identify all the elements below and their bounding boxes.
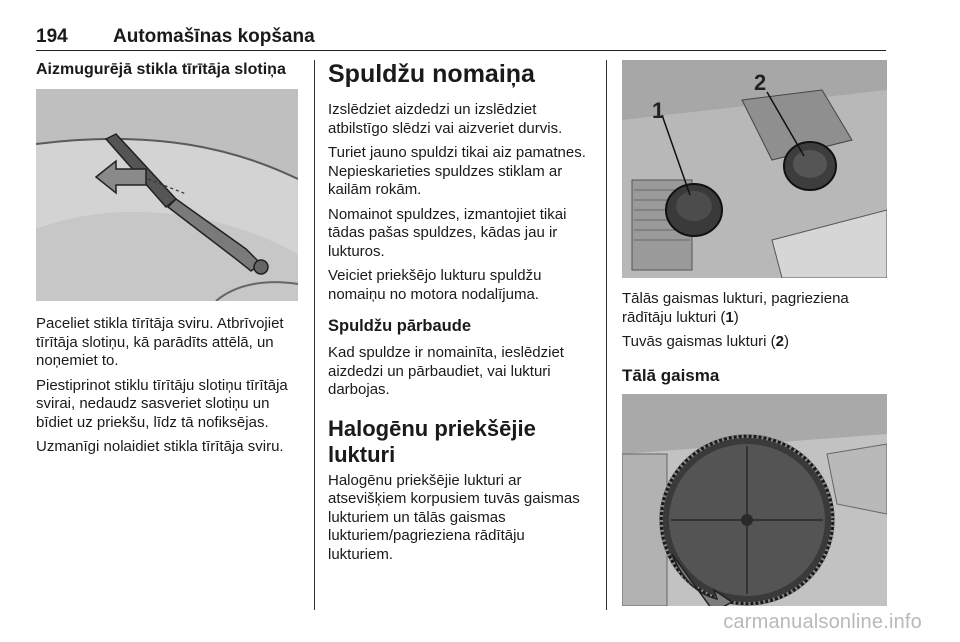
- section-heading-bulb-replacement: Spuldžu nomaiņa: [328, 60, 535, 88]
- paragraph: Izslēdziet aizdedzi un izslēdziet atbilstīgo slēdzi vai aizveriet durvis.: [328, 101, 563, 137]
- paragraph: Kad spuldze ir nomainīta, ieslēdziet aizdedzi un pārbaudiet, vai lukturi darbojas.: [328, 344, 564, 398]
- caption-text: Tālās gaismas lukturi, pagrieziena rādītāju lukturi (: [622, 290, 849, 326]
- page-number: 194: [36, 26, 68, 47]
- paragraph: Halogēnu priekšējie lukturi ar atsevišķiem korpusiem tuvās gaismas lukturiem un tālās gaismas lukturiem/pagrieziena rādītāju lukturiem.: [328, 471, 580, 563]
- chapter-title: Automašīnas kopšana: [113, 26, 315, 47]
- page-header: [36, 26, 886, 51]
- section-heading-rear-wiper: Aizmugurējā stikla tīrītāja slotiņa: [36, 61, 286, 78]
- rear-wiper-blade-figure: [36, 89, 298, 301]
- paragraph: Nomainot spuldzes, izmantojiet tikai tādas pašas spuldzes, kādas jau ir lukturos.: [328, 205, 567, 260]
- caption-text: ): [784, 333, 789, 350]
- caption-1: [622, 290, 887, 327]
- section-heading-high-beam: Tālā gaisma: [622, 365, 720, 385]
- caption-text: Tuvās gaismas lukturi (: [622, 333, 776, 350]
- section-heading-halogen: Halogēnu priekšējie lukturi: [328, 415, 536, 467]
- column-right: [622, 60, 887, 606]
- watermark-text: carmanualsonline.info: [723, 611, 922, 633]
- paragraph: Paceliet stikla tīrītāja sviru. Atbrīvojiet tīrītāja slotiņu, kā parādīts attēlā, un noņemiet to.: [36, 315, 284, 369]
- paragraph: Uzmanīgi nolaidiet stikla tīrītāja sviru.: [36, 438, 284, 455]
- paragraph: Veiciet priekšējo lukturu spuldžu nomaiņu no motora nodalījuma.: [328, 267, 542, 303]
- paragraph: Turiet jauno spuldzi tikai aiz pamatnes. Nepieskarieties spuldzes stiklam ar kailām rokām.: [328, 144, 586, 198]
- callout-number-2: 2: [754, 70, 767, 95]
- caption-number: 2: [775, 333, 784, 350]
- callout-number-1: 1: [652, 98, 665, 123]
- paragraph: Piestiprinot stiklu tīrītāju slotiņu tīrītāja svirai, nedaudz sasveriet slotiņu un bīdiet uz priekšu, līdz tā nofiksējas.: [36, 376, 288, 431]
- headlamp-figure: [622, 60, 887, 278]
- column-divider: [606, 60, 607, 610]
- column-divider: [314, 60, 315, 610]
- column-left: [36, 60, 298, 463]
- caption-text: ): [733, 308, 739, 326]
- high-beam-cover-figure: [622, 394, 887, 606]
- caption-number: 1: [725, 308, 734, 326]
- caption-2: [622, 333, 887, 352]
- subheading-bulb-check: Spuldžu pārbaude: [328, 317, 472, 335]
- column-middle: [328, 60, 590, 570]
